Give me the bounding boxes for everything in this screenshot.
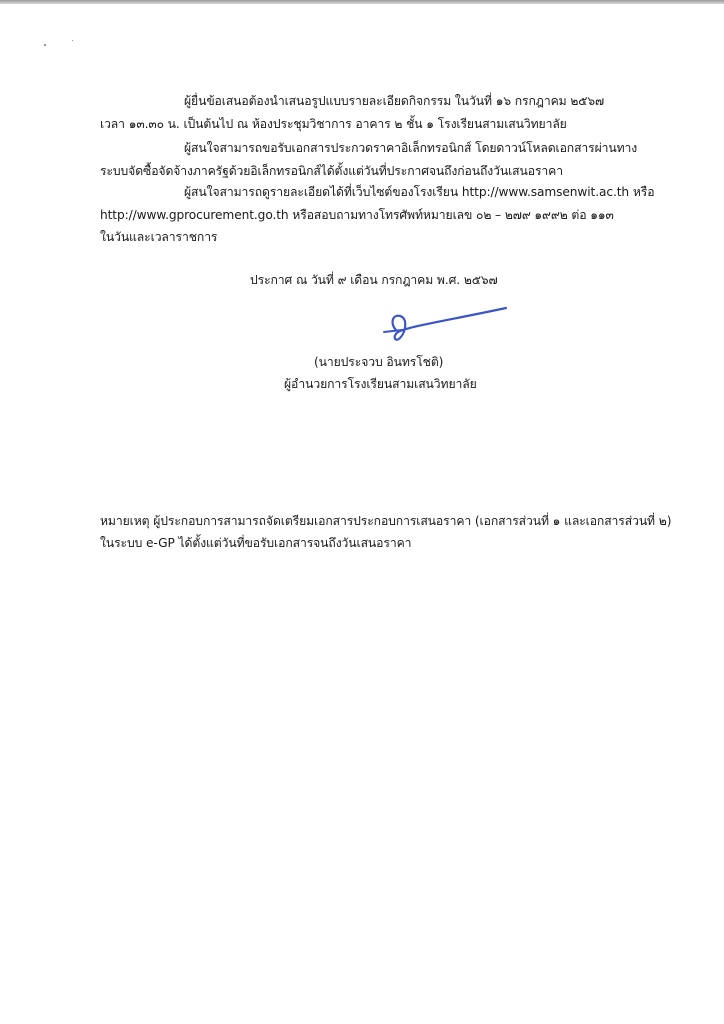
signature-mark xyxy=(380,302,510,354)
body-line-7: ในวันและเวลาราชการ xyxy=(100,230,218,244)
body-line-3: ผู้สนใจสามารถขอรับเอกสารประกวดราคาอิเล็กทรอนิกส์ โดยดาวน์โหลดเอกสารผ่านทาง xyxy=(184,141,638,155)
signatory-title: ผู้อำนวยการโรงเรียนสามเสนวิทยาลัย xyxy=(284,377,477,391)
body-line-4: ระบบจัดซื้อจัดจ้างภาครัฐด้วยอิเล็กทรอนิกส์ได้ตั้งแต่วันที่ประกาศจนถึงก่อนถึงวันเสนอราคา xyxy=(100,164,563,178)
scan-speck xyxy=(44,44,46,46)
note-line-2: ในระบบ e-GP ได้ตั้งแต่วันที่ขอรับเอกสารจนถึงวันเสนอราคา xyxy=(100,536,412,550)
body-line-6: http://www.gprocurement.go.th หรือสอบถามทางโทรศัพท์หมายเลข ๐๒ – ๒๗๙ ๑๙๙๒ ต่อ ๑๑๓ xyxy=(100,208,614,222)
body-line-2: เวลา ๑๓.๓๐ น. เป็นต้นไป ณ ห้องประชุมวิชาการ อาคาร ๒ ชั้น ๑ โรงเรียนสามเสนวิทยาลัย xyxy=(100,117,567,131)
scan-speck xyxy=(72,40,73,41)
body-line-1: ผู้ยื่นข้อเสนอต้องนำเสนอรูปแบบรายละเอียดกิจกรรม ในวันที่ ๑๖ กรกฎาคม ๒๕๖๗ xyxy=(184,94,605,108)
body-line-5: ผู้สนใจสามารถดูรายละเอียดได้ที่เว็บไซต์ของโรงเรียน http://www.samsenwit.ac.th หรือ xyxy=(184,185,655,199)
note-line-1: หมายเหตุ ผู้ประกอบการสามารถจัดเตรียมเอกสารประกอบการเสนอราคา (เอกสารส่วนที่ ๑ และเอกสารส่วนที่ ๒) xyxy=(100,514,672,528)
announce-date: ประกาศ ณ วันที่ ๙ เดือน กรกฎาคม พ.ศ. ๒๕๖๗ xyxy=(250,273,498,287)
scan-top-edge xyxy=(0,0,724,4)
signatory-name: (นายประจวบ อินทรโชติ) xyxy=(314,355,444,369)
